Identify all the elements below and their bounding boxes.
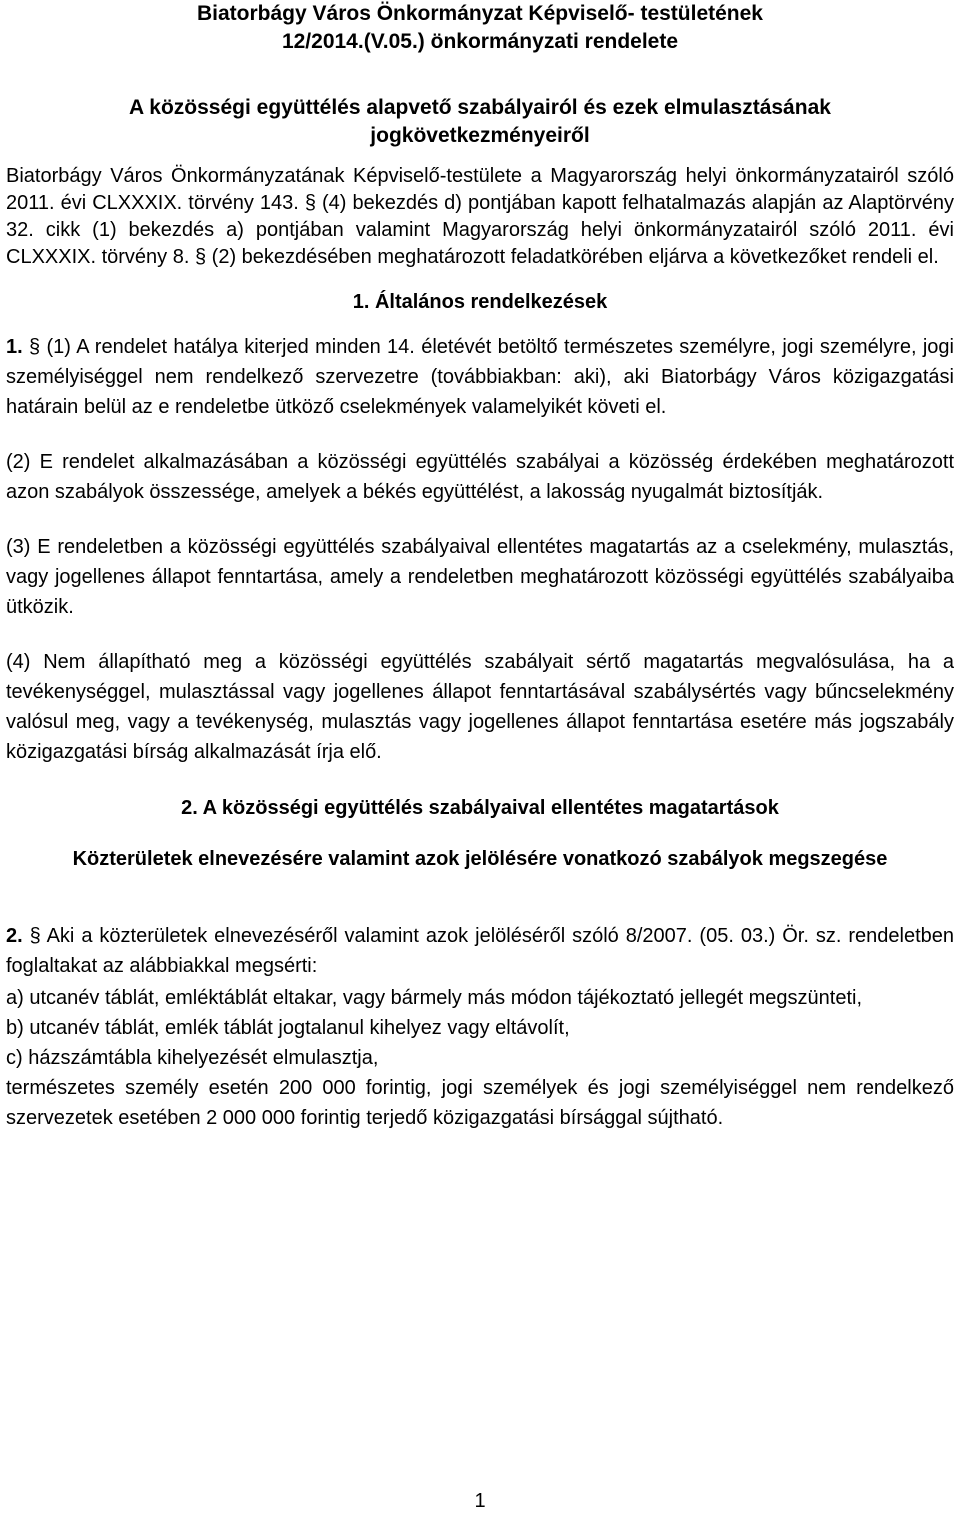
- page-number: 1: [474, 1490, 486, 1512]
- paragraph-text: § Aki a közterületek elnevezéséről valamint azok jelöléséről szóló 8/2007. (05. 03.) Ör. sz. rendeletben foglaltakat az alábbiakkal megsérti:: [6, 925, 954, 977]
- violation-list: [6, 983, 954, 1133]
- title-line-1: Biatorbágy Város Önkormányzat Képviselő- testületének: [196, 2, 763, 25]
- section-1-paragraph-1: [6, 332, 954, 422]
- paragraph-number: 1.: [6, 336, 23, 358]
- section-2-subheading: Közterületek elnevezésére valamint azok jelölésére vonatkozó szabályok megszegése: [72, 848, 888, 870]
- document-subtitle: [6, 94, 954, 150]
- list-item-c: c) házszámtábla kihelyezését elmulasztja,: [6, 1047, 379, 1069]
- subtitle-line-1: A közösségi együttélés alapvető szabályairól és ezek elmulasztásának: [129, 96, 831, 119]
- section-1-heading: 1. Általános rendelkezések: [352, 291, 608, 313]
- list-item-b: b) utcanév táblát, emlék táblát jogtalanul kihelyez vagy eltávolít,: [6, 1017, 570, 1039]
- document-title: [6, 0, 954, 56]
- paragraph-number: 2.: [6, 925, 23, 947]
- section-1-paragraph-3: (3) E rendeletben a közösségi együttélés szabályaival ellentétes magatartás az a cselekmény, mulasztás, vagy jogellenes állapot fenntartása, amely a rendeletben meghatározott közösségi együttélés szabályaiba ütközik.: [6, 536, 954, 618]
- paragraph-text: § (1) A rendelet hatálya kiterjed minden 14. életévét betöltő természetes személyre, jogi személyre, jogi személyiséggel nem rendelkező szervezetre (továbbiakban: aki), aki Biatorbágy Város közigazgatási határain belül az e rendeletbe ütköző cselekmények valamelyikét követi el.: [6, 336, 954, 418]
- section-1-paragraph-4: (4) Nem állapítható meg a közösségi együttélés szabályait sértő magatartás megvalósulása, ha a tevékenységgel, mulasztással vagy jogellenes állapot fenntartásával szabálysértés vagy bűncselekmény valósul meg, vagy a tevékenység, mulasztás vagy jogellenes állapot fenntartása esetére más jogszabály közigazgatási bírság alkalmazását írja elő.: [6, 651, 954, 763]
- title-line-2: 12/2014.(V.05.) önkormányzati rendelete: [281, 30, 679, 53]
- intro-paragraph: Biatorbágy Város Önkormányzatának Képviselő-testülete a Magyarország helyi önkormányzatairól szóló 2011. évi CLXXXIX. törvény 143. § (4) bekezdés d) pontjában kapott felhatalmazás alapján az Alaptörvény 32. cikk (1) bekezdés a) pontjában valamint Magyarország helyi önkormányzatairól szóló 2011. évi CLXXXIX. törvény 8. § (2) bekezdésében meghatározott feladatkörében eljárva a következőket rendeli el.: [6, 165, 954, 268]
- section-2-paragraph-1: [6, 921, 954, 981]
- subtitle-line-2: jogkövetkezményeiről: [370, 124, 590, 147]
- penalty-text: természetes személy esetén 200 000 forintig, jogi személyek és jogi személyiséggel nem rendelkező szervezetek esetében 2 000 000 forintig terjedő közigazgatási bírsággal sújtható.: [6, 1077, 954, 1129]
- section-2-heading: 2. A közösségi együttélés szabályaival ellentétes magatartások: [181, 797, 779, 819]
- section-1-paragraph-2: (2) E rendelet alkalmazásában a közösségi együttélés szabályai a közösség érdekében meghatározott azon szabályok összessége, amelyek a békés együttélést, a lakosság nyugalmát biztosítják.: [6, 451, 954, 503]
- list-item-a: a) utcanév táblát, emléktáblát eltakar, vagy bármely más módon tájékoztató jellegét megszünteti,: [6, 987, 863, 1009]
